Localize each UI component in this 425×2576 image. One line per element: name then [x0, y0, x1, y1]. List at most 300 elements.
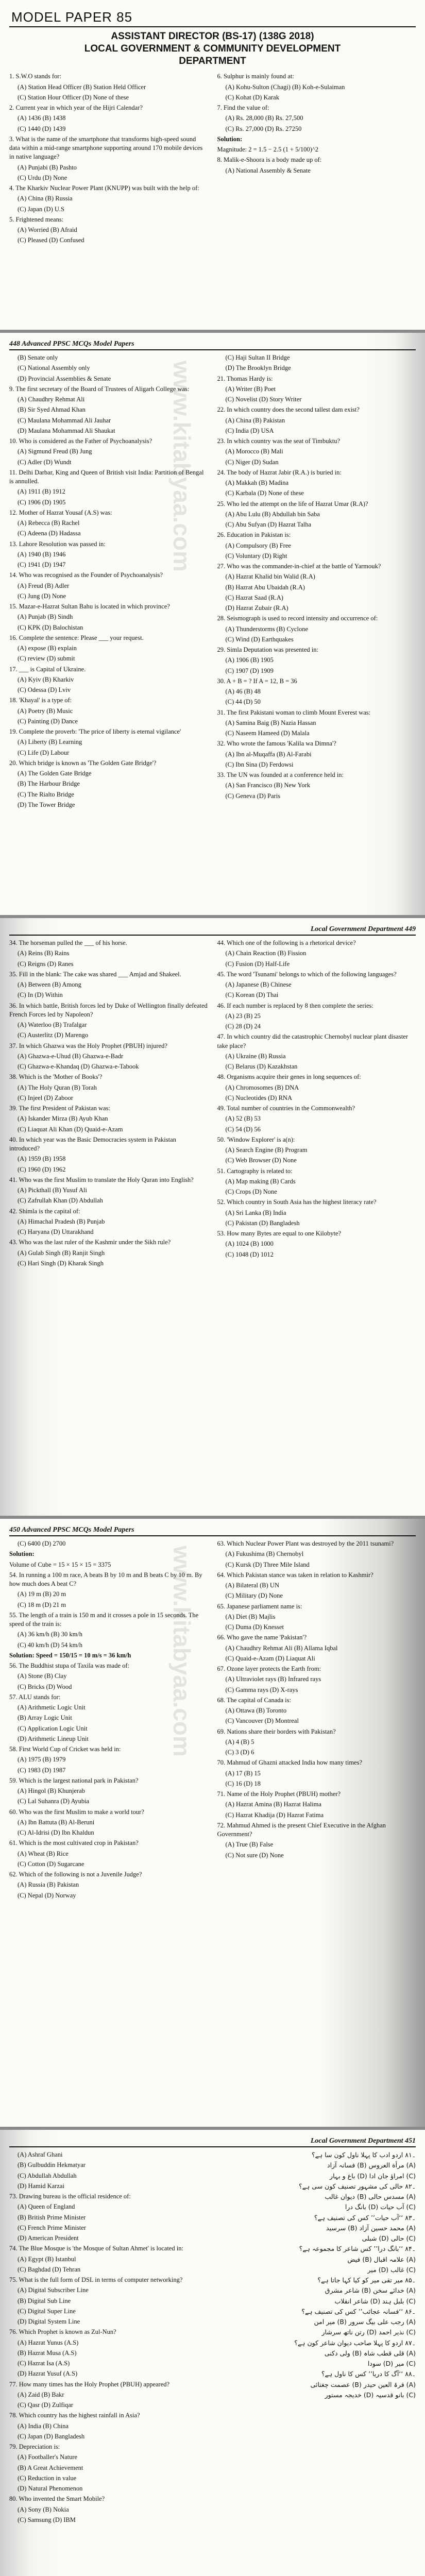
answer-option: (B) Hazrat Musa (A.S) — [18, 2349, 77, 2357]
answer-option: (A) India (B) China — [18, 2422, 69, 2430]
answer-option: (A) Iskander Mirza (B) Ayub Khan — [18, 1115, 108, 1123]
answer-option: (A) Sri Lanka (B) India — [225, 1209, 286, 1216]
answer-option: (C) 1906 (D) 1905 — [18, 498, 66, 506]
answer-option: (C) 54 (D) 56 — [225, 1125, 261, 1133]
question-text: Solution: — [9, 1550, 35, 1558]
question-text: ۔۸۱ اردو ادب کا پہلا ناول کون سا ہے؟ — [311, 2151, 416, 2159]
answer-option: (C) Digital Super Line — [18, 2307, 76, 2315]
page-449 — [0, 918, 425, 1516]
question-text: 22. In which country does the second tallest dam exist? — [217, 406, 360, 414]
question-text: 44. Which one of the following is a rhetorical device? — [217, 939, 356, 946]
answer-option: (C) غالب (D) میر — [367, 2265, 416, 2274]
answer-option: (C) Zafrullah Khan (D) Abdullah — [18, 1197, 103, 1205]
answer-option: (A) قرۃ العین حیدر (B) عصمت چغتائی — [310, 2380, 416, 2388]
answer-option: (C) Novelist (D) Story Writer — [225, 396, 302, 403]
answer-option: (C) Life (D) Labour — [18, 749, 70, 756]
answer-option: (C) بلبل ہند (D) شاعر انقلاب — [334, 2297, 416, 2305]
answer-option: (A) Reins (B) Rains — [18, 950, 70, 957]
answer-option: (C) Hazrat Saad (R.A) — [225, 594, 283, 601]
answer-option: (C) review (D) submit — [18, 655, 75, 663]
answer-option: (A) 1975 (B) 1979 — [18, 1756, 66, 1764]
question-text: 3. What is the name of the smartphone that transforms high-speed sound data within a mid-range smartphone supporting around 170 mobile devices in native language? — [9, 135, 203, 161]
question-text: 39. The first President of Pakistan was: — [9, 1105, 110, 1112]
answer-option: (C) 1907 (D) 1909 — [225, 667, 274, 674]
answer-option: (A) Punjab (B) Sindh — [18, 613, 73, 621]
answer-option: (C) Cotton (D) Sugarcane — [18, 1860, 84, 1868]
answer-option: (C) Nepal (D) Norway — [18, 1891, 76, 1899]
question-text: 25. Who led the attempt on the life of Hazrat Umar (R.A)? — [217, 500, 368, 507]
answer-option: (C) Injeel (D) Zaboor — [18, 1094, 73, 1101]
running-head-left: 450 Advanced PPSC MCQs Model Papers — [9, 1526, 134, 1534]
question-text: 42. Shimla is the capital of: — [9, 1207, 80, 1215]
running-head-left: 448 Advanced PPSC MCQs Model Papers — [9, 340, 134, 348]
answer-option: (A) قلی قطب شاہ (B) ولی دکنی — [324, 2349, 416, 2357]
answer-option: (C) Niger (D) Sudan — [225, 458, 279, 466]
question-text: 19. Complete the proverb: 'The price of liberty is eternal vigilance' — [9, 728, 181, 735]
question-text: 30. A + B = ? If A = 12, B = 36 — [217, 677, 297, 685]
answer-option: (A) 1024 (B) 1000 — [225, 1240, 274, 1248]
answer-option: (A) Diet (B) Majlis — [225, 1613, 276, 1620]
question-text: 16. Complete the sentence: Please ___ your request. — [9, 634, 144, 641]
answer-option: (A) Thunderstorms (B) Cyclone — [225, 625, 309, 633]
answer-option: (A) China (B) Russia — [18, 195, 73, 202]
answer-option: (A) Rs. 28,000 (B) Rs. 27,500 — [225, 114, 303, 122]
answer-option: (C) Kohat (D) Karak — [225, 93, 279, 101]
answer-option: (C) Gamma rays (D) X-rays — [225, 1686, 298, 1693]
question-text: 55. The length of a train is 150 m and it crosses a pole in 15 seconds. The speed of the train is: — [9, 1611, 199, 1628]
question-text: 34. The horseman pulled the ___ of his horse. — [9, 939, 127, 946]
two-column-body — [9, 2150, 416, 2526]
answer-option: (A) مرأة العروس (B) فسانہ آزاد — [327, 2161, 416, 2170]
running-head-right: Local Government Department 451 — [310, 2137, 416, 2145]
answer-option: (C) Crops (D) None — [225, 1188, 277, 1195]
answer-option: (A) 23 (B) 25 — [225, 1012, 261, 1020]
answer-option: (A) Ashraf Ghani — [18, 2151, 63, 2158]
question-text: 24. The body of Hazrat Jabir (R.A.) is buried in: — [217, 468, 342, 476]
answer-option: (C) National Assembly only — [18, 364, 90, 372]
question-text: 37. In which Ghazwa was the Holy Prophet (PBUH) injured? — [9, 1042, 167, 1049]
question-text: 40. In which year was the Basic Democracies system in Pakistan introduced? — [9, 1136, 176, 1152]
page-451 — [0, 2130, 425, 2576]
question-text: 12. Mother of Hazrat Yousaf (A.S) was: — [9, 509, 112, 516]
question-text: 11. Delhi Darbar, King and Queen of British visit India: Partition of Bengal is annulled. — [9, 468, 204, 485]
answer-option: (C) Naseem Hameed (D) Malala — [225, 730, 310, 737]
question-text: 72. Mahmud Ahmed is the present Chief Executive in the Afghan Government? — [217, 1821, 386, 1838]
answer-option: (C) KPK (D) Balochistan — [18, 623, 83, 631]
question-text: 70. Mahmud of Ghazni attacked India how many times? — [217, 1759, 363, 1767]
page-447 — [0, 0, 425, 330]
question-text: 5. Frightened means: — [9, 215, 64, 223]
answer-option: (A) Punjabi (B) Pashto — [18, 163, 77, 171]
question-text: 41. Who was the first Muslim to translate the Holy Quran into English? — [9, 1176, 194, 1183]
answer-option: (C) Reduction in value — [18, 2474, 77, 2482]
answer-option: (C) Fusion (D) Half-Life — [225, 960, 290, 968]
answer-option: (C) Belarus (D) Kazakhstan — [225, 1063, 298, 1070]
question-text: ۔۸۲ حالی کی مشہور تصنیف کون سی ہے؟ — [299, 2182, 416, 2190]
answer-option: (C) Station Hour Officer (D) None of these — [18, 93, 129, 101]
right-column — [217, 1539, 416, 1902]
answer-option: (A) The Holy Quran (B) Torah — [18, 1083, 97, 1091]
right-column — [217, 353, 416, 811]
answer-option: (C) Adler (D) Wundt — [18, 458, 72, 466]
answer-option: (C) Haryana (D) Uttarakhand — [18, 1228, 94, 1235]
question-text: 8. Malik-e-Shoora is a body made up of: — [217, 156, 322, 164]
answer-option: (C) Duma (D) Knesset — [225, 1623, 284, 1631]
question-text: 78. Which country has the highest rainfall in Asia? — [9, 2412, 140, 2419]
answer-option: (C) Voluntary (D) Right — [225, 552, 287, 560]
question-text: 28. Seismograph is used to record intensity and occurrence of: — [217, 615, 378, 622]
two-column-body — [9, 1539, 416, 1902]
answer-option: (A) True (B) False — [225, 1841, 274, 1849]
question-text: 46. If each number is replaced by 8 then complete the series: — [217, 1002, 373, 1009]
answer-option: (A) Hazrat Yunus (A.S) — [18, 2338, 79, 2346]
question-text: 18. 'Khayal' is a type of: — [9, 697, 72, 704]
answer-option: (A) Ibn Battuta (B) Al-Beruni — [18, 1818, 95, 1826]
answer-option: (A) expose (B) explain — [18, 645, 77, 652]
question-text: 33. The UN was founded at a conference held in: — [217, 771, 344, 778]
question-text: 35. Fill in the blank: The cake was shared ___ Amjad and Shakeel. — [9, 970, 181, 978]
answer-option: (C) Reigns (D) Ranes — [18, 960, 74, 968]
answer-option: (A) 46 (B) 48 — [225, 688, 261, 695]
answer-option: (C) Urdu (D) None — [18, 174, 67, 181]
question-text: 2. Current year in which year of the Hijri Calendar? — [9, 104, 143, 111]
answer-option: (C) Vancouver (D) Montreal — [225, 1717, 299, 1725]
answer-option: (A) Stone (B) Clay — [18, 1672, 67, 1680]
answer-option: (C) 1440 (D) 1439 — [18, 125, 66, 132]
answer-option: (C) Odessa (D) Lviv — [18, 686, 71, 693]
question-text: 47. In which country did the catastrophic Chernobyl nuclear plant disaster take place? — [217, 1033, 408, 1049]
answer-option: (A) 52 (B) 53 — [225, 1115, 261, 1123]
left-column — [9, 353, 208, 811]
question-text: 61. Which is the most cultivated crop in Pakistan? — [9, 1839, 139, 1847]
answer-option: (D) The Brooklyn Bridge — [225, 364, 291, 372]
answer-option: (A) Zaid (B) Bakr — [18, 2391, 64, 2398]
answer-option: (C) Ibn Sina (D) Ferdowsi — [225, 760, 294, 768]
answer-option: (A) Chaudhry Rehmat Ali (B) Allama Iqbal — [225, 1644, 338, 1652]
answer-option: (A) Worried (B) Afraid — [18, 226, 77, 233]
answer-option: (C) Web Browser (D) None — [225, 1157, 297, 1164]
title-line-3: DEPARTMENT — [179, 55, 246, 66]
left-column — [9, 939, 208, 1269]
question-text: 56. The Buddhist stupa of Taxila was made of: — [9, 1662, 130, 1669]
answer-option: (B) A Great Achievement — [18, 2464, 83, 2471]
question-text: 57. ALU stands for: — [9, 1693, 61, 1701]
answer-option: (A) Makkah (B) Madina — [225, 479, 289, 486]
question-text: 60. Who was the first Muslim to make a world tour? — [9, 1808, 144, 1816]
answer-option: (A) Arithmetic Logic Unit — [18, 1704, 86, 1711]
answer-option: (D) Maulana Mohammad Ali Shaukat — [18, 427, 115, 434]
answer-option: (D) The Tower Bridge — [18, 801, 75, 808]
answer-option: (D) Provincial Assemblies & Senate — [18, 375, 111, 382]
answer-option: (A) Station Head Officer (B) Station Held Officer — [18, 83, 146, 91]
answer-option: (C) Haji Sultan II Bridge — [225, 354, 290, 361]
answer-option: (A) Digital Subscriber Line — [18, 2286, 89, 2294]
question-text: ۔۸۷ اردو کا پہلا صاحب دیوان شاعر کون ہے؟ — [294, 2338, 416, 2347]
answer-option: (C) Japan (D) Bangladesh — [18, 2432, 85, 2440]
answer-option: (C) India (D) USA — [225, 427, 274, 434]
answer-option: (A) Abu Lulu (B) Abdullah bin Saba — [225, 510, 320, 518]
answer-option: (C) 1048 (D) 1012 — [225, 1250, 274, 1258]
answer-option: (A) Wheat (B) Rice — [18, 1850, 69, 1857]
answer-option: (A) Kohu-Sulton (Chagi) (B) Koh-e-Sulaiman — [225, 83, 345, 91]
answer-option: (A) Between (B) Among — [18, 981, 81, 988]
answer-option: (A) Map making (B) Cards — [225, 1177, 296, 1185]
answer-option: (A) Japanese (B) Chinese — [225, 981, 292, 988]
answer-option: (A) San Francisco (B) New York — [225, 782, 311, 789]
question-text: 6. Sulphur is mainly found at: — [217, 73, 294, 80]
question-text: ۔۸۴ ‘‘بانگ درا’’ کس شاعر کا مجموعہ ہے؟ — [299, 2245, 416, 2253]
answer-option: (B) The Harbour Bridge — [18, 780, 80, 788]
answer-option: (A) Queen of England — [18, 2203, 75, 2211]
answer-option: (A) Fukushima (B) Chernobyl — [225, 1550, 304, 1558]
answer-option: (A) 1940 (B) 1946 — [18, 550, 66, 558]
question-text: 75. What is the full form of DSL in terms of computer networking? — [9, 2276, 183, 2283]
answer-option: (C) Jung (D) None — [18, 592, 66, 600]
question-text: 69. Nations share their borders with Pakistan? — [217, 1727, 336, 1735]
answer-option: (A) Egypt (B) Istanbul — [18, 2255, 76, 2263]
answer-option: (C) حالی (D) شبلی — [362, 2234, 416, 2242]
question-text: 54. In running a 100 m race, A beats B by 10 m and B beats C by 10 m. By how much does A beat C? — [9, 1571, 202, 1587]
model-paper-heading: MODEL PAPER 85 — [9, 7, 416, 27]
answer-option: (C) Austerlitz (D) Marengo — [18, 1031, 89, 1039]
answer-option: (C) 1960 (D) 1962 — [18, 1165, 66, 1173]
answer-option: (A) Sony (B) Nokia — [18, 2505, 69, 2513]
answer-option: (C) Adeena (D) Hadassa — [18, 530, 81, 537]
right-column — [217, 939, 416, 1269]
answer-option: (A) Himachal Pradesh (B) Punjab — [18, 1217, 105, 1225]
question-text: 38. Which is the 'Mother of Books'? — [9, 1073, 103, 1081]
answer-option: (A) Samina Baig (B) Nazia Hassan — [225, 719, 316, 726]
answer-option: (C) Lal Suhanra (D) Ayubia — [18, 1798, 90, 1805]
question-text: 65. Japanese parliament name is: — [217, 1602, 302, 1610]
page-450 — [0, 1519, 425, 2127]
answer-option: (B) Gulbuddin Hekmatyar — [18, 2161, 86, 2169]
answer-option: (C) Karbala (D) None of these — [225, 489, 304, 497]
answer-option: (A) Ghazwa-e-Uhud (B) Ghazwa-e-Badr — [18, 1052, 124, 1060]
question-text: 53. How many Bytes are equal to one Kilobyte? — [217, 1230, 342, 1237]
question-text: 1. S.W.O stands for: — [9, 73, 61, 80]
question-text: 45. The word 'Tsunami' belongs to which of the following languages? — [217, 970, 397, 978]
answer-option: (C) 3 (D) 6 — [225, 1749, 254, 1756]
answer-option: (A) Writer (B) Poet — [225, 385, 276, 393]
answer-option: (C) 28 (D) 24 — [225, 1023, 261, 1030]
answer-option: (C) The Rialto Bridge — [18, 790, 74, 798]
answer-option: (A) 1436 (B) 1438 — [18, 114, 66, 122]
answer-option: (C) 44 (D) 50 — [225, 698, 261, 706]
answer-option: (A) Kyiv (B) Kharkiv — [18, 675, 74, 683]
running-head-right: Local Government Department 449 — [310, 925, 416, 933]
answer-option: (A) Chain Reaction (B) Fission — [225, 950, 307, 957]
answer-option: (A) Morocco (B) Mali — [225, 448, 283, 455]
answer-option: (B) Array Logic Unit — [18, 1714, 72, 1722]
answer-option: (B) Sir Syed Ahmad Khan — [18, 406, 86, 414]
question-text: 52. Which country in South Asia has the highest literacy rate? — [217, 1198, 377, 1206]
answer-option: (C) Hazrat Khadija (D) Hazrat Fatima — [225, 1811, 324, 1819]
question-text: 32. Who wrote the famous 'Kalila wa Dimna'? — [217, 740, 336, 748]
answer-option: (B) Senate only — [18, 354, 58, 361]
question-text: 4. The Kharkiv Nuclear Power Plant (KNUPP) was built with the help of: — [9, 184, 199, 192]
answer-option: (A) Freud (B) Adler — [18, 582, 70, 589]
answer-option: (A) Poetry (B) Music — [18, 707, 73, 715]
answer-option: (A) محمد حسین آزاد (B) سرسید — [326, 2224, 416, 2232]
answer-option: (C) Rs. 27,000 (D) Rs. 27250 — [225, 125, 302, 132]
answer-option: (C) نذیر احمد (D) رتن ناتھ سرشار — [321, 2328, 416, 2336]
question-text: 67. Ozone layer protects the Earth from: — [217, 1665, 321, 1672]
answer-option: (C) 1941 (D) 1947 — [18, 561, 66, 568]
question-text: 68. The capital of Canada is: — [217, 1696, 291, 1704]
question-text: ۔۸۸ ‘‘آگ کا دریا’’ کس کا ناول ہے؟ — [321, 2370, 416, 2378]
answer-option: (A) Chaudhry Rehmat Ali — [18, 396, 85, 403]
answer-option: (A) National Assembly & Senate — [225, 166, 311, 174]
answer-option: (C) 1983 (D) 1987 — [18, 1766, 66, 1774]
answer-option: (C) In (D) Within — [18, 991, 63, 999]
answer-option: (C) 18 m (D) 21 m — [18, 1601, 66, 1608]
answer-option: (A) Gulab Singh (B) Ranjit Singh — [18, 1249, 105, 1257]
answer-option: (D) American President — [18, 2234, 79, 2242]
answer-option: (A) China (B) Pakistan — [225, 416, 285, 424]
answer-option: (C) Hari Singh (D) Kharak Singh — [18, 1259, 104, 1267]
answer-option: (C) Geneva (D) Paris — [225, 792, 281, 800]
question-text: 63. Which Nuclear Power Plant was destroyed by the 2011 tsunami? — [217, 1540, 394, 1547]
question-text: 43. Who was the last ruler of the Kashmir under the Sikh rule? — [9, 1239, 171, 1246]
answer-option: (A) The Golden Gate Bridge — [18, 770, 92, 777]
question-text: 77. How many times has the Holy Prophet (PBUH) appeared? — [9, 2380, 170, 2388]
question-text: 27. Who was the commander-in-chief at the battle of Yarmouk? — [217, 563, 381, 570]
answer-option: (A) Ukraine (B) Russia — [225, 1052, 286, 1060]
question-text: 76. Which Prophet is known as Zul-Nun? — [9, 2328, 116, 2336]
question-text: 23. In which country was the seat of Timbuktu? — [217, 437, 341, 445]
answer-option: (A) 1959 (B) 1958 — [18, 1155, 66, 1163]
answer-option: (C) Al-Idrisi (D) Ibn Khaldun — [18, 1829, 94, 1836]
answer-option: (D) Arithmetic Lineup Unit — [18, 1735, 89, 1742]
answer-option: (C) میر (D) سودا — [367, 2360, 416, 2367]
answer-option: (C) Liaquat Ali Khan (D) Quaid-e-Azam — [18, 1125, 123, 1133]
question-text: 51. Cartography is related to: — [217, 1167, 293, 1175]
answer-option: (A) Liberty (B) Learning — [18, 738, 82, 746]
answer-option: (C) Kursk (D) Three Mile Island — [225, 1561, 310, 1568]
question-text: 73. Drawing bureau is the official residence of: — [9, 2193, 131, 2200]
answer-option: (C) آب حیات (D) بانگ درا — [345, 2203, 416, 2211]
answer-option: (C) Baghdad (D) Tehran — [18, 2265, 81, 2273]
right-column-urdu — [217, 2150, 416, 2526]
answer-option: (D) Digital System Line — [18, 2318, 80, 2325]
answer-option: (A) Search Engine (B) Program — [225, 1146, 308, 1154]
question-text: 49. Total number of countries in the Commonwealth? — [217, 1105, 355, 1112]
answer-option: (C) Military (D) None — [225, 1592, 283, 1600]
question-text: 14. Who was recognised as the Founder of Psychoanalysis? — [9, 571, 163, 579]
question-text: 10. Who is considered as the Father of Psychoanalysis? — [9, 437, 152, 445]
answer-option: (B) Hazrat Abu Ubaidah (R.A) — [225, 583, 305, 591]
answer-option: (A) Hazrat Khalid bin Walid (R.A) — [225, 573, 315, 581]
question-text: ۔۸۶ ‘‘فسانہ عجائب’’ کس کی تصنیف ہے؟ — [301, 2307, 416, 2315]
question-text: Solution: — [217, 135, 243, 143]
answer-option: (C) Maulana Mohammad Ali Jauhar — [18, 416, 111, 424]
question-text: 13. Lahore Resolution was passed in: — [9, 540, 106, 548]
running-head — [9, 2137, 416, 2147]
question-text: 62. Which of the following is not a Juvenile Judge? — [9, 1871, 142, 1878]
answer-option: (D) Natural Phenomenon — [18, 2485, 83, 2492]
question-text: 71. Name of the Holy Prophet (PBUH) mother? — [217, 1790, 341, 1798]
answer-option: (A) Pickthall (B) Yusuf Ali — [18, 1187, 87, 1194]
answer-option: (A) 1906 (B) 1905 — [225, 656, 274, 664]
question-text: 29. Simla Deputation was presented in: — [217, 646, 318, 653]
answer-option: (A) رجب علی بیگ سرور (B) میر امن — [314, 2318, 416, 2326]
answer-option: (D) Hazrat Yusuf (A.S) — [18, 2370, 78, 2378]
answer-option: (A) Ibn al-Muqaffa (B) Al-Farabi — [225, 750, 312, 758]
answer-option: (C) Quaid-e-Azam (D) Liaquat Ali — [225, 1654, 315, 1662]
answer-option: (A) Hingol (B) Khunjerab — [18, 1787, 85, 1794]
question-text: ۔۸۳ ‘‘آب حیات’’ کس کی تصنیف ہے؟ — [314, 2213, 416, 2222]
question-text: ۔۸۵ میر تقی میر کو کیا کہا جاتا ہے؟ — [317, 2276, 416, 2284]
answer-option: (C) Korean (D) Thai — [225, 991, 279, 999]
question-text: 80. Who invented the Smart Mobile? — [9, 2495, 105, 2503]
question-text: 74. The Blue Mosque is 'the Mosque of Sultan Ahmet' is located in: — [9, 2245, 183, 2252]
answer-option: (A) Ottawa (B) Toronto — [225, 1707, 287, 1714]
answer-option: (A) Rebecca (B) Rachel — [18, 519, 80, 527]
answer-option: (C) Application Logic Unit — [18, 1724, 88, 1732]
left-column — [9, 72, 208, 246]
question-text: 64. Which Pakistan stance was taken in relation to Kashmir? — [217, 1571, 373, 1579]
page-448 — [0, 333, 425, 915]
question-text: 9. The first secretary of the Board of Trustees of Aligarh College was: — [9, 385, 190, 393]
title-line-1: ASSISTANT DIRECTOR (BS-17) (138G 2018) — [111, 31, 314, 42]
answer-option: (C) 16 (D) 18 — [225, 1780, 261, 1787]
answer-option: (C) Nucleotides (D) RNA — [225, 1094, 292, 1101]
two-column-body — [9, 72, 416, 246]
answer-option: (A) علامہ اقبال (B) فیض — [347, 2255, 416, 2263]
question-text: 36. In which battle, British forces led by Duke of Wellington finally defeated French Forces led by Napoleon? — [9, 1002, 208, 1018]
left-column — [9, 1539, 208, 1902]
answer-option: (D) Hamid Karzai — [18, 2182, 64, 2190]
answer-option: (B) British Prime Minister — [18, 2213, 86, 2221]
left-column — [9, 2150, 208, 2526]
answer-option: (C) 40 km/h (D) 54 km/h — [18, 1641, 83, 1649]
question-text: 17. ___ is Capital of Ukraine. — [9, 665, 86, 673]
answer-option: (C) 6400 (D) 2700 — [18, 1540, 66, 1547]
question-text: 66. Who gave the name 'Pakistan'? — [217, 1634, 307, 1641]
question-text: 26. Education in Pakistan is: — [217, 531, 291, 539]
answer-option: (A) Compulsory (B) Free — [225, 541, 291, 549]
answer-option: (C) Bricks (D) Wood — [18, 1683, 72, 1690]
question-text: 20. Which bridge is known as 'The Golden Gate Bridge'? — [9, 759, 157, 767]
running-head — [9, 340, 416, 350]
paper-title — [9, 30, 416, 67]
answer-option: (A) Sigmund Freud (B) Jung — [18, 448, 92, 455]
question-text: 21. Thomas Hardy is: — [217, 375, 273, 382]
answer-option: (A) 19 m (B) 20 m — [18, 1590, 66, 1598]
answer-option: (C) امراؤ جان ادا (D) باغ و بہار — [330, 2172, 416, 2180]
two-column-body — [9, 939, 416, 1269]
right-column — [217, 72, 416, 246]
question-text: 79. Depreciation is: — [9, 2443, 60, 2450]
question-text: Solution: Speed = 150/15 = 10 m/s = 36 km/h — [9, 1651, 131, 1659]
answer-option: (D) Hazrat Zubair (R.A) — [225, 604, 288, 612]
answer-option: (A) Bilateral (B) UN — [225, 1582, 279, 1589]
question-text: 59. Which is the largest national park in Pakistan? — [9, 1776, 139, 1784]
answer-option: (A) مسدس حالی (B) دیوان غالب — [325, 2193, 416, 2200]
question-text: 48. Organisms acquire their genes in long sequences of: — [217, 1073, 361, 1081]
answer-option: (C) Abdullah Abdullah — [18, 2172, 77, 2179]
answer-option: (C) بانو قدسیہ (D) خدیجہ مستور — [325, 2391, 416, 2399]
answer-option: (A) Russia (B) Pakistan — [18, 1881, 79, 1889]
answer-option: (C) Painting (D) Dance — [18, 717, 78, 725]
answer-option: (A) Footballer's Nature — [18, 2453, 78, 2461]
answer-option: (C) Ghazwa-e-Khandaq (D) Ghazwa-e-Tabook — [18, 1063, 139, 1070]
answer-option: (C) Pleased (D) Confused — [18, 236, 84, 244]
question-text: 7. Find the value of: — [217, 104, 269, 111]
answer-option: (C) Samsung (D) IBM — [18, 2516, 76, 2523]
answer-option: (C) Japan (D) U.S — [18, 205, 64, 213]
